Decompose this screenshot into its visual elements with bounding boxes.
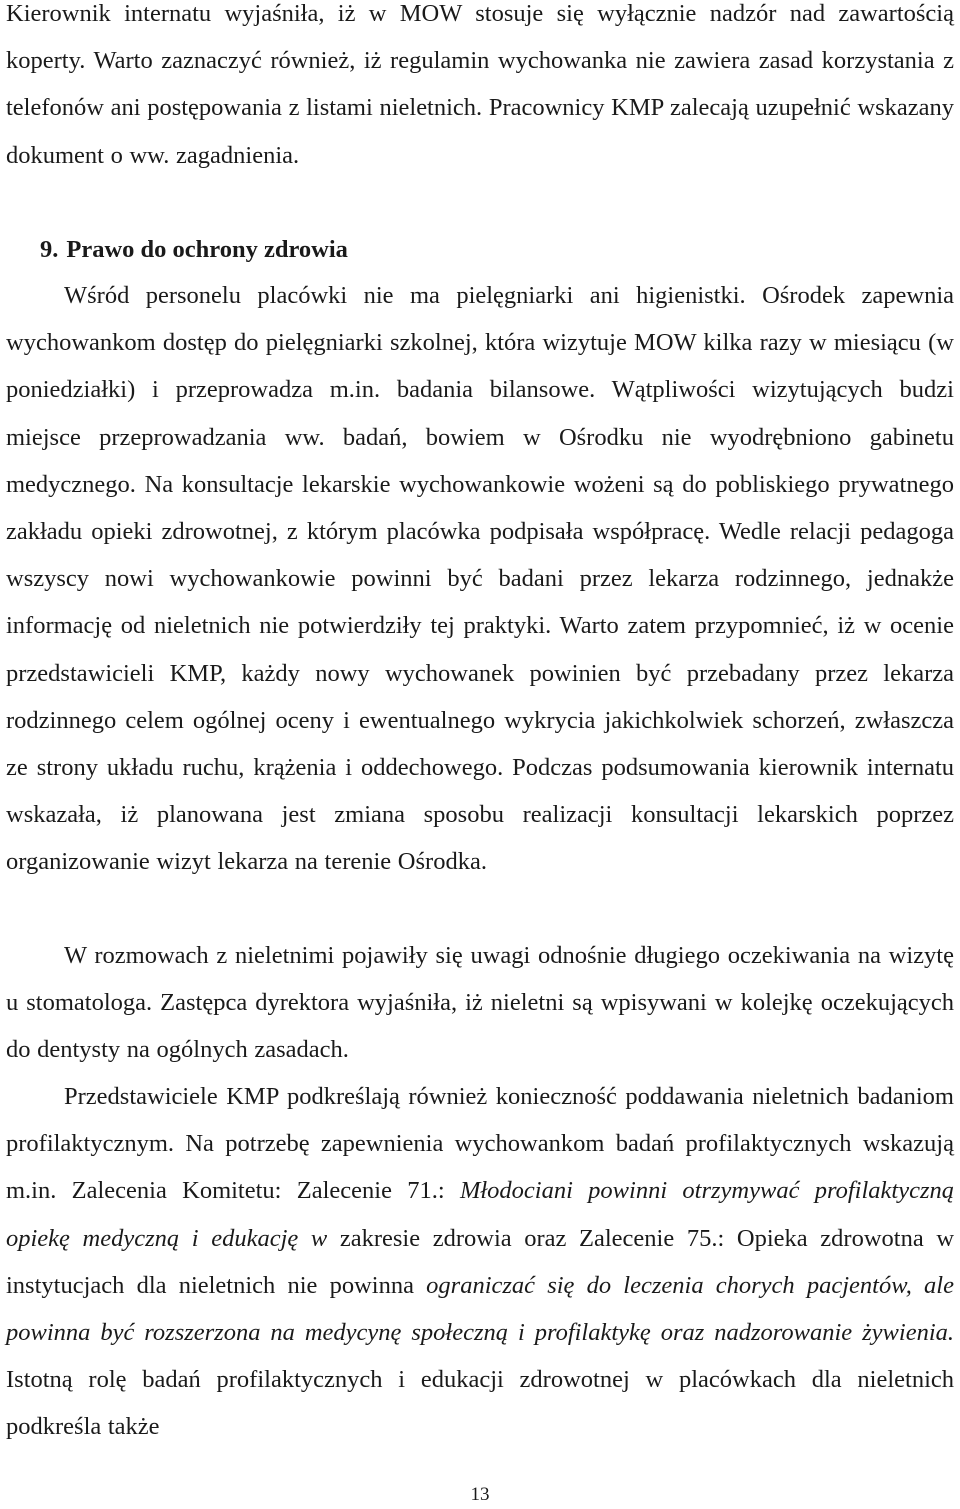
- prevention-text-1: Przedstawiciele KMP podkreślają również konieczność poddawania nieletnich badaniom profilaktycznym. Na potrzebę zapewnienia wychowankom badań profilaktycznych wskazują m.in. Zalecenia Komitetu: Zalecenie 71.:: [6, 1083, 954, 1205]
- prevention-text-2: zakresie zdrowia oraz Zalecenie 75.: Opieka zdrowotna w instytucjach dla nieletnich nie powinna: [6, 1224, 955, 1299]
- section-heading: [40, 226, 348, 273]
- committee-quote-71: Młodociani powinni otrzymywać profilaktyczną opiekę medyczną i edukację w: [6, 1177, 954, 1252]
- health-paragraph: Wśród personelu placówki nie ma pielęgniarki ani higienistki. Ośrodek zapewnia wychowankom dostęp do pielęgniarki szkolnej, która wizytuje MOW kilka razy w miesiącu (w poniedziałki) i przeprowadza m.in. badania bilansowe. Wątpliwości wizytujących budzi miejsce przeprowadzania ww. badań, bowiem w Ośrodku nie wyodrębniono gabinetu medycznego. Na konsultacje lekarskie wychowankowie wożeni są do pobliskiego prywatnego zakładu opieki zdrowotnej, z którym placówka podpisała współpracę. Wedle relacji pedagoga wszyscy nowi wychowankowie powinni być badani przez lekarza rodzinnego, jednakże informację od nieletnich nie potwierdziły tej praktyki. Warto zatem przypomnieć, iż w ocenie przedstawicieli KMP, każdy nowy wychowanek powinien być przebadany przez lekarza rodzinnego celem ogólnej oceny i ewentualnego wykrycia jakichkolwiek schorzeń, zwłaszcza ze strony układu ruchu, krążenia i oddechowego. Podczas podsumowania kierownik internatu wskazała, iż planowana jest zmiana sposobu realizacji konsultacji lekarskich poprzez organizowanie wizyt lekarza na terenie Ośrodka.: [6, 282, 954, 876]
- prevention-text-3: Istotną rolę badań profilaktycznych i edukacji zdrowotnej w placówkach dla nieletnich podkreśla także: [6, 1366, 954, 1441]
- section-title: Prawo do ochrony zdrowia: [66, 236, 348, 263]
- dentist-paragraph: W rozmowach z nieletnimi pojawiły się uwagi odnośnie długiego oczekiwania na wizytę u stomatologa. Zastępca dyrektora wyjaśniła, iż nieletni są wpisywani w kolejkę oczekujących do dentysty na ogólnych zasadach.: [6, 942, 954, 1064]
- intro-paragraph: Kierownik internatu wyjaśniła, iż w MOW stosuje się wyłącznie nadzór nad zawartością koperty. Warto zaznaczyć również, iż regulamin wychowanka nie zawiera zasad korzystania z telefonów ani postępowania z listami nieletnich. Pracownicy KMP zalecają uzupełnić wskazany dokument o ww. zagadnienia.: [6, 0, 954, 169]
- committee-quote-75: ograniczać się do leczenia chorych pacjentów, ale powinna być rozszerzona na medycynę społeczną i profilaktykę oraz nadzorowanie żywienia.: [6, 1271, 954, 1347]
- page-number: 13: [470, 1484, 490, 1505]
- section-number: 9.: [40, 236, 59, 263]
- prevention-paragraph: [6, 1073, 954, 1451]
